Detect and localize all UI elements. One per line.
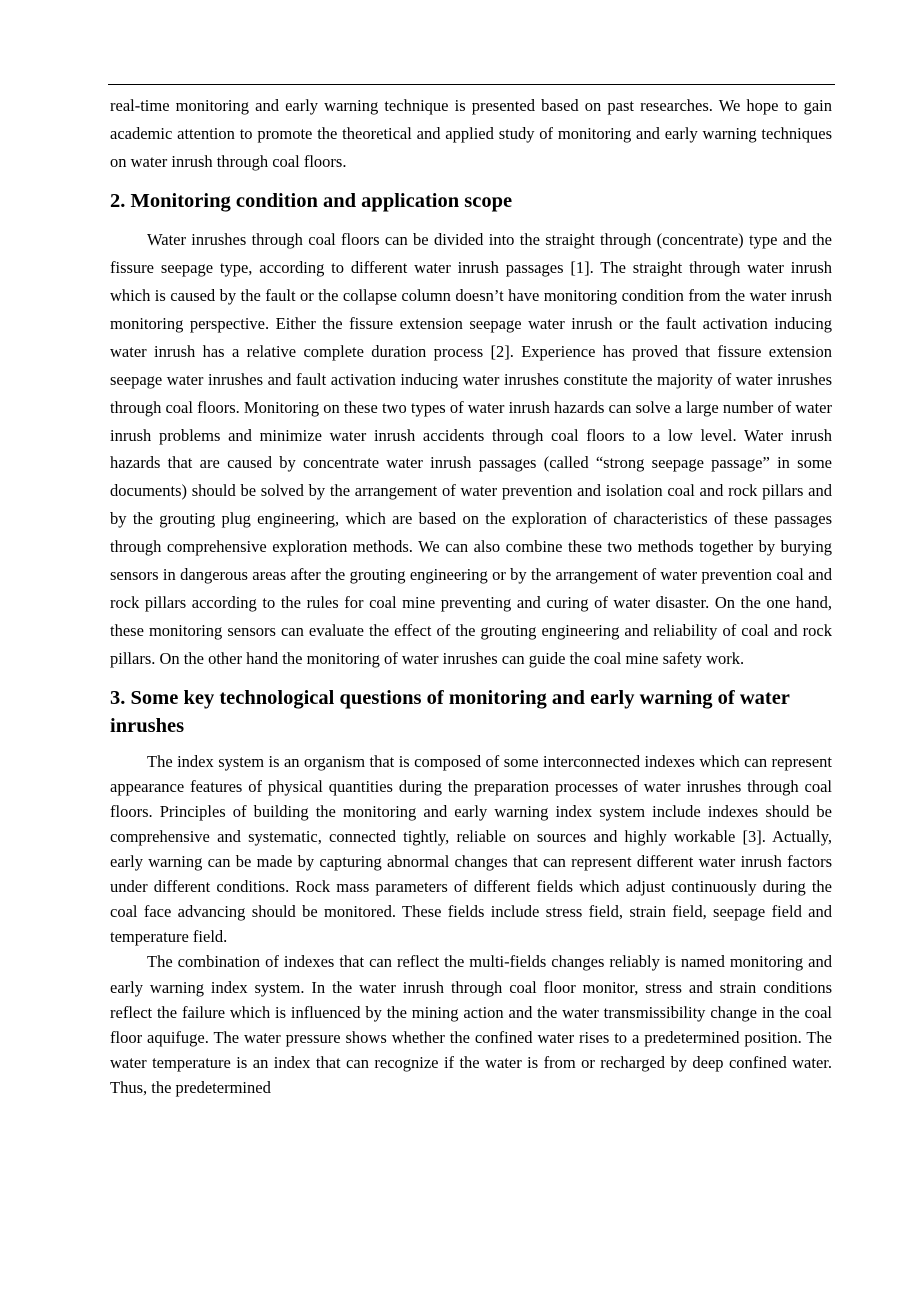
header-rule [108, 84, 835, 85]
section-3-body [110, 749, 832, 1100]
page-content [110, 92, 832, 1100]
section-3-paragraph-1: The index system is an organism that is composed of some interconnected indexes which can represent appearance features of physical quantities during the preparation processes of water inrushes through coal floors. Principles of building the monitoring and early warning index system include indexes should be comprehensive and systematic, connected tightly, reliable on sources and highly workable [3]. Actually, early warning can be made by capturing abnormal changes that can represent different water inrush factors under different conditions. Rock mass parameters of different fields which adjust continuously during the coal face advancing should be monitored. These fields include stress field, strain field, seepage field and temperature field. [110, 751, 832, 947]
section-3-heading: 3. Some key technological questions of monitoring and early warning of water inrushes [110, 686, 790, 738]
section-3-paragraph-2: The combination of indexes that can reflect the multi-fields changes reliably is named monitoring and early warning index system. In the water inrush through coal floor monitor, stress and strain conditions reflect the failure which is influenced by the mining action and the water transmissibility change in the coal floor aquifuge. The water pressure shows whether the confined water rises to a predetermined position. The water temperature is an index that can recognize if the water is from or recharged by deep confined water. Thus, the predetermined [110, 952, 832, 1097]
intro-paragraph: real-time monitoring and early warning technique is presented based on past researches. We hope to gain academic attention to promote the theoretical and applied study of monitoring and early warning techniques on water inrush through coal floors. [110, 96, 832, 171]
section-2-heading: 2. Monitoring condition and application scope [110, 189, 513, 212]
section-2-paragraph: Water inrushes through coal floors can be divided into the straight through (concentrate) type and the fissure seepage type, according to different water inrush passages [1]. The straight through water inrush which is caused by the fault or the collapse column doesn’t have monitoring condition from the water inrush monitoring perspective. Either the fissure extension seepage water inrush or the fault activation inducing water inrush has a relative complete duration process [2]. Experience has proved that fissure extension seepage water inrushes and fault activation inducing water inrushes constitute the majority of water inrushes through coal floors. Monitoring on these two types of water inrush hazards can solve a large number of water inrush problems and minimize water inrush accidents through coal floors to a low level. Water inrush hazards that are caused by concentrate water inrush passages (called “strong seepage passage” in some documents) should be solved by the arrangement of water prevention and isolation coal and rock pillars and by the grouting plug engineering, which are based on the exploration of characteristics of these passages through comprehensive exploration methods. We can also combine these two methods together by burying sensors in dangerous areas after the grouting engineering or by the arrangement of water prevention coal and rock pillars according to the rules for coal mine preventing and curing of water disaster. On the one hand, these monitoring sensors can evaluate the effect of the grouting engineering and reliability of coal and rock pillars. On the other hand the monitoring of water inrushes can guide the coal mine safety work. [110, 230, 832, 668]
